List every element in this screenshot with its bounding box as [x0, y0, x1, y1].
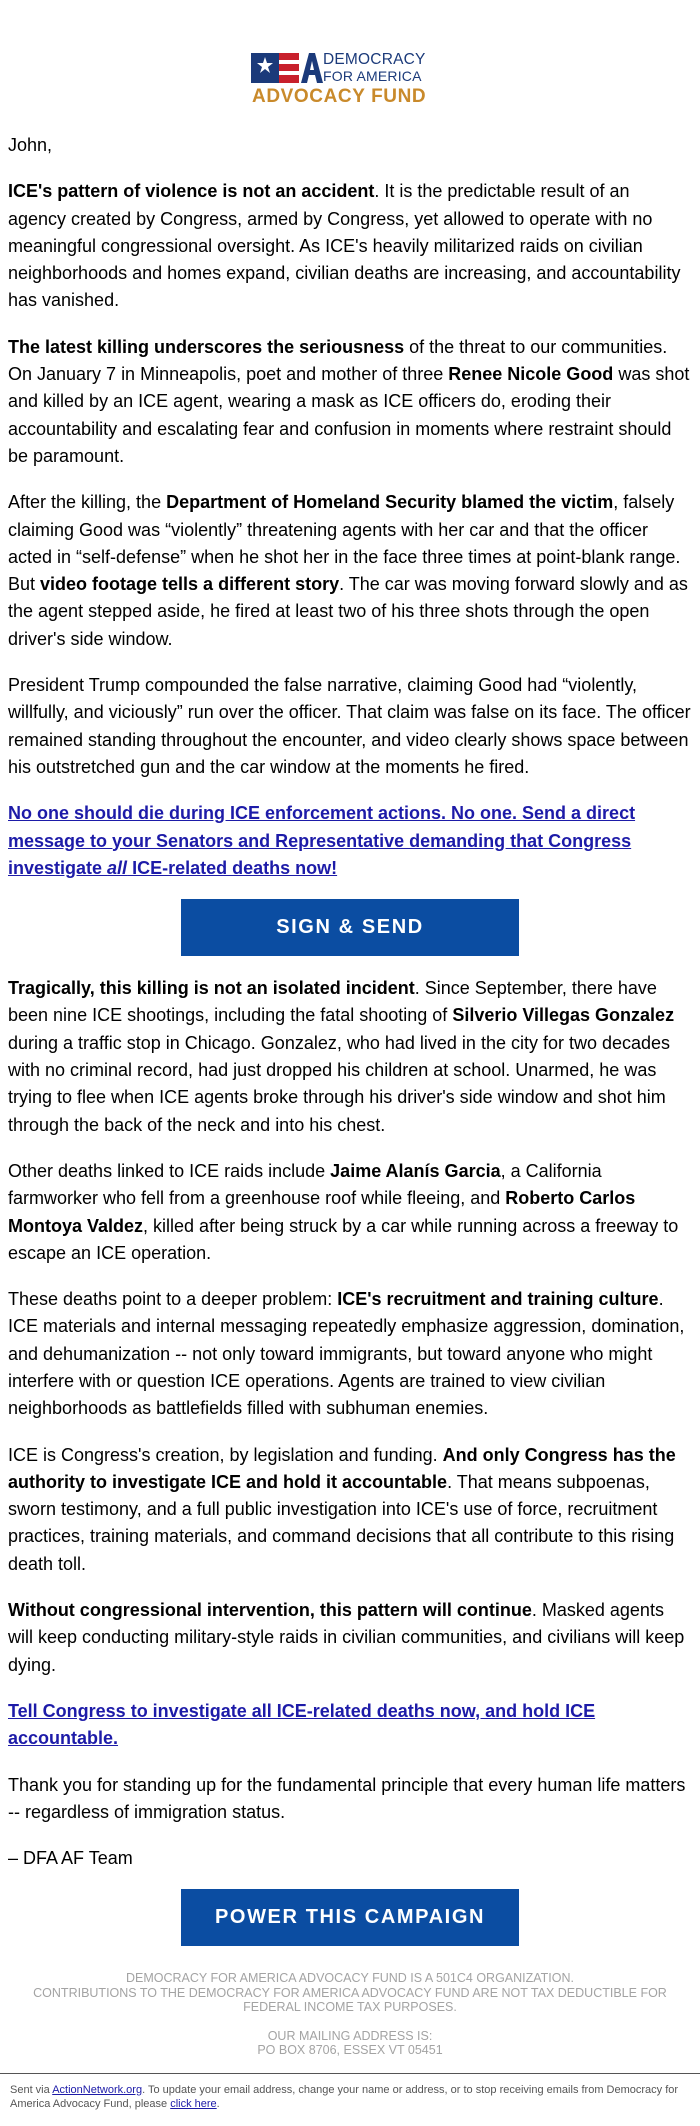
link1-part1: No one should die during ICE enforcement actions. No one. Send a direct message to your Senators and Representative demanding that Congress investigate: [8, 803, 636, 878]
sent-via-prefix: Sent via: [10, 2084, 53, 2096]
send-message-link[interactable]: [8, 803, 635, 878]
p9-text1: . Masked agents will keep conducting military-style raids in civilian communities, and civilians will keep dying.: [8, 1600, 685, 1675]
logo-text-for-america: FOR AMERICA: [323, 67, 422, 84]
p7-bold1: ICE's recruitment and training culture: [337, 1289, 659, 1310]
link-paragraph-2: [8, 1698, 692, 1753]
sent-via-suffix: .: [216, 2098, 220, 2110]
tell-congress-link[interactable]: Tell Congress to investigate all ICE-related deaths now, and hold ICE accountable.: [8, 1700, 596, 1749]
footer-org-line: DEMOCRACY FOR AMERICA ADVOCACY FUND IS A 501C4 ORGANIZATION.: [125, 1971, 575, 1985]
footer-address: PO BOX 8706, ESSEX VT 05451: [257, 2043, 443, 2057]
sent-via-notice: [10, 2083, 690, 2111]
p2-text1: of the threat to our communities. On January 7 in Minneapolis, poet and mother of three: [8, 336, 668, 385]
paragraph-2: [8, 334, 692, 470]
logo-text-democracy: DEMOCRACY: [323, 51, 426, 68]
dfa-flag-logo-icon: [251, 51, 323, 85]
paragraph-5: [8, 975, 692, 1139]
p8-bold1: And only Congress has the authority to investigate ICE and hold it accountable: [8, 1444, 676, 1492]
p6-bold1: Jaime Alanís Garcia: [330, 1160, 501, 1181]
p8-text1: ICE is Congress's creation, by legislation and funding.: [8, 1444, 443, 1465]
link1-part2: ICE-related deaths now!: [127, 857, 338, 878]
link1-italic: all: [107, 857, 128, 878]
paragraph-3: [8, 489, 692, 653]
p6-text2: , a California farmworker who fell from a greenhouse roof while fleeing, and: [8, 1160, 602, 1209]
unsubscribe-link[interactable]: click here: [170, 2098, 217, 2110]
email-body: [8, 132, 692, 1965]
sign-send-button[interactable]: SIGN & SEND: [181, 899, 519, 956]
p5-bold1: Tragically, this killing is not an isolated incident: [8, 978, 415, 999]
p6-text1: Other deaths linked to ICE raids include: [8, 1160, 331, 1181]
p7-text2: . ICE materials and internal messaging repeatedly emphasize aggression, domination, and dehumanization -- not only toward immigrants, but toward anyone who might interfere with or question ICE operations. Agents are trained to view civilian neighborhoods as battlefields filled with subhuman enemies.: [8, 1289, 685, 1419]
p3-text2: , falsely claiming Good was “violently” threatening agents with her car and that the officer acted in “self-defense” when he shot her in the face three times at point-blank range. But: [8, 492, 681, 595]
p3-bold2: video footage tells a different story: [40, 574, 340, 595]
p2-text2: was shot and killed by an ICE agent, wearing a mask as ICE officers do, eroding their accountability and escalating fear and confusion in moments where restraint should be paramount.: [8, 364, 690, 466]
p2-bold2: Renee Nicole Good: [448, 364, 614, 385]
p6-text3: , killed after being struck by a car while running across a freeway to escape an ICE operation.: [8, 1215, 679, 1263]
p2-bold1: The latest killing underscores the seriousness: [8, 336, 405, 357]
footer-tax-line: CONTRIBUTIONS TO THE DEMOCRACY FOR AMERICA ADVOCACY FUND ARE NOT TAX DEDUCTIBLE FOR FEDERAL INCOME TAX PURPOSES.: [33, 1985, 667, 2014]
paragraph-7: [8, 1286, 692, 1422]
paragraph-1: [8, 178, 692, 314]
p1-bold: ICE's pattern of violence is not an accident: [8, 181, 375, 202]
p5-text1: . Since September, there have been nine ICE shootings, including the fatal shooting of: [8, 978, 657, 1026]
signoff: – DFA AF Team: [8, 1848, 133, 1869]
power-campaign-wrap: [8, 1889, 692, 1946]
sent-via-middle: . To update your email address, change your name or address, or to stop receiving emails from Democracy for America Advocacy Fund, please: [10, 2084, 679, 2110]
paragraph-8: [8, 1442, 692, 1578]
p3-text1: After the killing, the: [8, 492, 167, 513]
dfa-logo[interactable]: [251, 51, 451, 107]
sign-send-wrap: [8, 899, 692, 956]
actionnetwork-link[interactable]: ActionNetwork.org: [52, 2084, 143, 2096]
p9-bold1: Without congressional intervention, this pattern will continue: [8, 1600, 532, 1621]
p5-text2: during a traffic stop in Chicago. Gonzalez, who had lived in the city for two decades with no criminal record, had just dropped his children at school. Unarmed, he was trying to flee when ICE agents broke through his driver's side window and shot him through the back of the neck and into his chest.: [8, 1032, 671, 1135]
paragraph-4: President Trump compounded the false narrative, claiming Good had “violently, willfully, and viciously” run over the officer. That claim was false on its face. The officer remained standing throughout the encounter, and video clearly shows space between his outstretched gun and the car window at the moments he fired.: [8, 675, 691, 777]
logo-text-advocacy-fund: ADVOCACY FUND: [252, 86, 427, 107]
footer-address-label: OUR MAILING ADDRESS IS:: [267, 2028, 433, 2043]
paragraph-10: Thank you for standing up for the fundamental principle that every human life matters -- regardless of immigration status.: [8, 1774, 686, 1822]
p3-text3: . The car was moving forward slowly and as the agent stepped aside, he fired at least two of his three shots through the open driver's side window.: [8, 574, 688, 649]
p5-bold2: Silverio Villegas Gonzalez: [452, 1005, 675, 1026]
footer-divider: [0, 2073, 700, 2074]
p8-text2: . That means subpoenas, sworn testimony, and a full public investigation into ICE's use of force, recruitment practices, training materials, and command decisions that all contribute to this rising death toll.: [8, 1471, 675, 1574]
paragraph-9: [8, 1597, 692, 1679]
footer: [0, 1971, 700, 2058]
paragraph-6: [8, 1158, 692, 1267]
power-campaign-button[interactable]: POWER THIS CAMPAIGN: [181, 1889, 519, 1946]
p3-bold1: Department of Homeland Security blamed the victim: [166, 492, 614, 513]
p6-bold2: Roberto Carlos Montoya Valdez: [8, 1188, 636, 1236]
greeting: John,: [8, 135, 53, 155]
p1-text: . It is the predictable result of an agency created by Congress, armed by Congress, yet allowed to operate with no meaningful congressional oversight. As ICE's heavily militarized raids on civilian neighborhoods and homes expand, civilian deaths are increasing, and accountability has vanished.: [8, 181, 681, 311]
link-paragraph-1: [8, 800, 692, 882]
p7-text1: These deaths point to a deeper problem:: [8, 1289, 338, 1310]
